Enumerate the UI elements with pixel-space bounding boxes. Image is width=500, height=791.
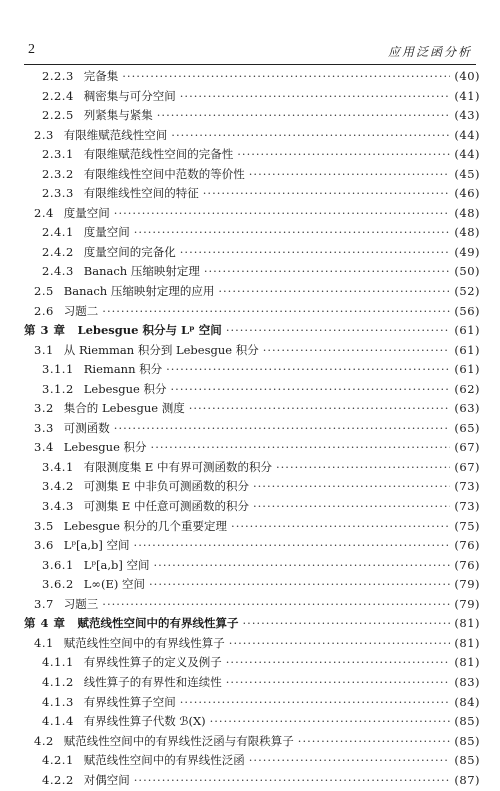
toc-leader-dots — [298, 734, 451, 748]
toc-entry-page: (52) — [454, 284, 480, 299]
toc-entry-number: 3.2 — [34, 401, 54, 416]
toc-entry-number: 2.4 — [34, 205, 54, 220]
toc-entry — [24, 557, 480, 577]
toc-entry — [24, 654, 480, 674]
toc-leader-dots — [237, 147, 450, 161]
toc-entry — [24, 166, 480, 186]
toc-entry-number: 3.3 — [34, 420, 54, 435]
toc-entry-page: (85) — [454, 733, 480, 748]
toc-entry-number: 3.7 — [34, 596, 54, 611]
toc-entry — [24, 635, 480, 655]
toc-entry-page: (65) — [454, 420, 480, 435]
toc-entry — [24, 772, 480, 791]
toc-entry-title: 习题三 — [63, 596, 99, 611]
toc-entry-page: (48) — [454, 205, 480, 220]
toc-entry-number: 4.2.2 — [42, 772, 74, 787]
toc-entry — [24, 381, 480, 401]
toc-entry-number: 2.2.5 — [42, 108, 74, 123]
toc-entry-title: 有界线性算子代数 ℬ(X) — [83, 714, 206, 729]
toc-entry-number: 2.4.2 — [42, 244, 74, 259]
toc-entry-title: 赋范线性空间中的有界线性算子 — [77, 616, 239, 631]
toc-entry-title: 完备集 — [83, 69, 119, 83]
toc-entry-number: 3.4.1 — [42, 459, 74, 474]
toc-entry — [24, 752, 480, 772]
toc-entry-title: 可测函数 — [63, 420, 110, 435]
toc-entry-page: (84) — [454, 694, 480, 709]
toc-entry-title: 可测集 E 中任意可测函数的积分 — [83, 499, 249, 514]
toc-entry-page: (56) — [454, 303, 480, 318]
toc-entry-title: Banach 压缩映射定理的应用 — [63, 284, 215, 299]
toc-entry-title: Lebesgue 积分 — [63, 440, 147, 455]
toc-entry-title: 集合的 Lebesgue 测度 — [63, 401, 185, 416]
toc-entry — [24, 88, 480, 108]
toc-entry-title: Banach 压缩映射定理 — [83, 264, 200, 279]
toc-leader-dots — [243, 616, 451, 630]
toc-entry — [24, 576, 480, 596]
toc-entry-number: 第 3 章 — [24, 323, 66, 338]
toc-entry — [24, 694, 480, 714]
toc-leader-dots — [253, 479, 450, 493]
page-number: 2 — [28, 42, 35, 57]
toc-entry-number: 3.4 — [34, 440, 54, 455]
toc-entry-page: (81) — [454, 655, 480, 670]
toc-entry-page: (61) — [454, 342, 480, 357]
toc-entry-title: Lᵖ[a,b] 空间 — [83, 557, 150, 572]
toc-entry-page: (46) — [454, 186, 480, 201]
toc-entry — [24, 518, 480, 538]
toc-entry — [24, 420, 480, 440]
toc-entry — [24, 439, 480, 459]
toc-entry-page: (61) — [454, 362, 480, 377]
toc-entry-title: 从 Riemman 积分到 Lebesgue 积分 — [63, 342, 259, 357]
toc-entry-title: 稠密集与可分空间 — [83, 88, 176, 103]
toc-entry-number: 3.1.1 — [42, 362, 74, 377]
toc-entry — [24, 733, 480, 753]
toc-entry-page: (81) — [454, 635, 480, 650]
toc-entry-page: (45) — [454, 166, 480, 181]
toc-entry — [24, 400, 480, 420]
toc-entry-number: 4.1 — [34, 635, 54, 650]
toc-entry-page: (79) — [454, 577, 480, 592]
toc-entry — [24, 459, 480, 479]
toc-leader-dots — [151, 440, 451, 454]
toc-leader-dots — [180, 245, 451, 259]
toc-entry — [24, 244, 480, 264]
toc-entry-title: 列紧集与紧集 — [83, 108, 153, 123]
toc-entry-page: (67) — [454, 440, 480, 455]
toc-entry — [24, 713, 480, 733]
toc-entry-page: (62) — [454, 381, 480, 396]
toc-entry-number: 2.3.3 — [42, 186, 74, 201]
toc-entry-number: 4.2 — [34, 733, 54, 748]
toc-leader-dots — [210, 714, 451, 728]
toc-entry — [24, 146, 480, 166]
toc-leader-dots — [102, 304, 450, 318]
toc-entry — [24, 361, 480, 381]
toc-entry-number: 2.2.4 — [42, 88, 74, 103]
toc-entry-number: 2.2.3 — [42, 69, 74, 83]
toc-entry-page: (81) — [454, 616, 480, 631]
toc-leader-dots — [157, 108, 451, 122]
toc-entry-number: 3.6.2 — [42, 577, 74, 592]
toc-entry-number: 3.4.2 — [42, 479, 74, 494]
toc-entry-number: 2.3.2 — [42, 166, 74, 181]
toc-entry-page: (63) — [454, 401, 480, 416]
toc-leader-dots — [218, 284, 450, 298]
toc-leader-dots — [114, 421, 451, 435]
toc-entry — [24, 185, 480, 205]
toc-entry-number: 4.1.2 — [42, 674, 74, 689]
toc-entry-title: 赋范线性空间中的有界线性泛函与有限秩算子 — [63, 733, 294, 748]
toc-leader-dots — [171, 382, 451, 396]
toc-entry — [24, 224, 480, 244]
toc-entry — [24, 68, 480, 88]
toc-leader-dots — [134, 538, 451, 552]
toc-entry-title: 度量空间 — [83, 225, 130, 240]
toc-entry-title: 有界线性算子的定义及例子 — [83, 655, 222, 670]
toc-entry-number: 4.2.1 — [42, 753, 74, 768]
toc-entry-number: 3.1.2 — [42, 381, 74, 396]
toc-entry — [24, 498, 480, 518]
toc-entry-number: 3.4.3 — [42, 499, 74, 514]
toc-entry — [24, 283, 480, 303]
toc-entry-number: 第 4 章 — [24, 616, 66, 631]
toc-chapter-entry — [24, 615, 480, 635]
toc-entry-number: 4.1.1 — [42, 655, 74, 670]
toc-entry-page: (73) — [454, 479, 480, 494]
toc-entry-title: 度量空间 — [63, 205, 110, 220]
toc-entry-page: (73) — [454, 499, 480, 514]
toc-entry-number: 2.3 — [34, 127, 54, 142]
toc-entry-title: L∞(E) 空间 — [83, 577, 146, 592]
table-of-contents — [24, 68, 480, 791]
toc-leader-dots — [226, 675, 451, 689]
toc-entry-page: (44) — [454, 147, 480, 162]
toc-entry — [24, 478, 480, 498]
toc-leader-dots — [249, 753, 451, 767]
toc-entry-page: (76) — [454, 538, 480, 553]
toc-entry-number: 3.6.1 — [42, 557, 74, 572]
toc-entry-number: 2.5 — [34, 284, 54, 299]
toc-entry-page: (85) — [454, 753, 480, 768]
toc-entry-number: 2.4.3 — [42, 264, 74, 279]
toc-entry-title: 赋范线性空间中的有界线性泛函 — [83, 753, 245, 768]
toc-entry-title: 习题二 — [63, 303, 99, 318]
toc-leader-dots — [189, 401, 451, 415]
toc-entry-title: 有界线性算子空间 — [83, 694, 176, 709]
toc-leader-dots — [253, 499, 450, 513]
toc-leader-dots — [166, 362, 450, 376]
toc-leader-dots — [229, 636, 451, 650]
toc-entry-title: Lebesgue 积分的几个重要定理 — [63, 518, 228, 533]
toc-leader-dots — [226, 323, 451, 337]
toc-entry-page: (76) — [454, 557, 480, 572]
toc-entry-page: (67) — [454, 459, 480, 474]
toc-entry-number: 2.4.1 — [42, 225, 74, 240]
toc-entry — [24, 127, 480, 147]
toc-leader-dots — [263, 343, 451, 357]
toc-leader-dots — [226, 655, 451, 669]
toc-leader-dots — [149, 577, 450, 591]
toc-entry-page: (40) — [454, 69, 480, 83]
toc-entry-page: (83) — [454, 674, 480, 689]
toc-entry — [24, 263, 480, 283]
toc-entry-page: (50) — [454, 264, 480, 279]
toc-entry-title: 线性算子的有界性和连续性 — [83, 674, 222, 689]
toc-leader-dots — [180, 695, 451, 709]
toc-entry-number: 2.3.1 — [42, 147, 74, 162]
toc-entry-page: (48) — [454, 225, 480, 240]
toc-entry — [24, 205, 480, 225]
toc-entry-page: (41) — [454, 88, 480, 103]
toc-entry-number: 2.6 — [34, 303, 54, 318]
page-header — [24, 40, 476, 65]
toc-entry-page: (75) — [454, 518, 480, 533]
toc-entry-title: Lebesgue 积分与 Lᵖ 空间 — [77, 323, 222, 338]
toc-entry-page: (61) — [454, 323, 480, 338]
toc-entry-title: 赋范线性空间中的有界线性算子 — [63, 635, 225, 650]
toc-entry-title: 可测集 E 中非负可测函数的积分 — [83, 479, 249, 494]
toc-entry-page: (43) — [454, 108, 480, 123]
toc-entry-number: 4.1.3 — [42, 694, 74, 709]
toc-entry-number: 3.6 — [34, 538, 54, 553]
toc-leader-dots — [276, 460, 450, 474]
toc-leader-dots — [180, 89, 451, 103]
toc-entry-number: 4.1.4 — [42, 714, 74, 729]
toc-entry-title: Lᵖ[a,b] 空间 — [63, 538, 130, 553]
toc-leader-dots — [204, 264, 451, 278]
toc-leader-dots — [203, 186, 451, 200]
toc-leader-dots — [134, 225, 451, 239]
toc-entry-title: 有限维赋范线性空间 — [63, 127, 168, 142]
toc-leader-dots — [231, 519, 450, 533]
toc-entry — [24, 674, 480, 694]
toc-entry-page: (87) — [454, 772, 480, 787]
toc-entry-title: 有限测度集 E 中有界可测函数的积分 — [83, 459, 272, 474]
toc-entry-title: 有限维线性空间的特征 — [83, 186, 199, 201]
toc-entry-title: Lebesgue 积分 — [83, 381, 167, 396]
toc-leader-dots — [102, 597, 450, 611]
toc-entry — [24, 537, 480, 557]
toc-leader-dots — [114, 206, 451, 220]
toc-leader-dots — [171, 128, 450, 142]
toc-leader-dots — [154, 558, 451, 572]
toc-entry-page: (44) — [454, 127, 480, 142]
toc-entry — [24, 107, 480, 127]
toc-leader-dots — [249, 167, 451, 181]
toc-entry — [24, 596, 480, 616]
toc-entry — [24, 303, 480, 323]
toc-entry-page: (79) — [454, 596, 480, 611]
toc-entry — [24, 342, 480, 362]
running-title: 应用泛函分析 — [387, 45, 472, 59]
toc-entry-title: Riemann 积分 — [83, 362, 163, 377]
toc-entry-title: 度量空间的完备化 — [83, 244, 176, 259]
toc-entry-page: (85) — [454, 714, 480, 729]
toc-entry-title: 有限维赋范线性空间的完备性 — [83, 147, 234, 162]
toc-entry-page: (49) — [454, 244, 480, 259]
toc-chapter-entry — [24, 322, 480, 342]
toc-entry-title: 有限维线性空间中范数的等价性 — [83, 166, 245, 181]
toc-leader-dots — [134, 773, 451, 787]
toc-entry-title: 对偶空间 — [83, 772, 130, 787]
toc-entry-number: 3.5 — [34, 518, 54, 533]
toc-leader-dots — [122, 69, 450, 83]
toc-entry-number: 3.1 — [34, 342, 54, 357]
